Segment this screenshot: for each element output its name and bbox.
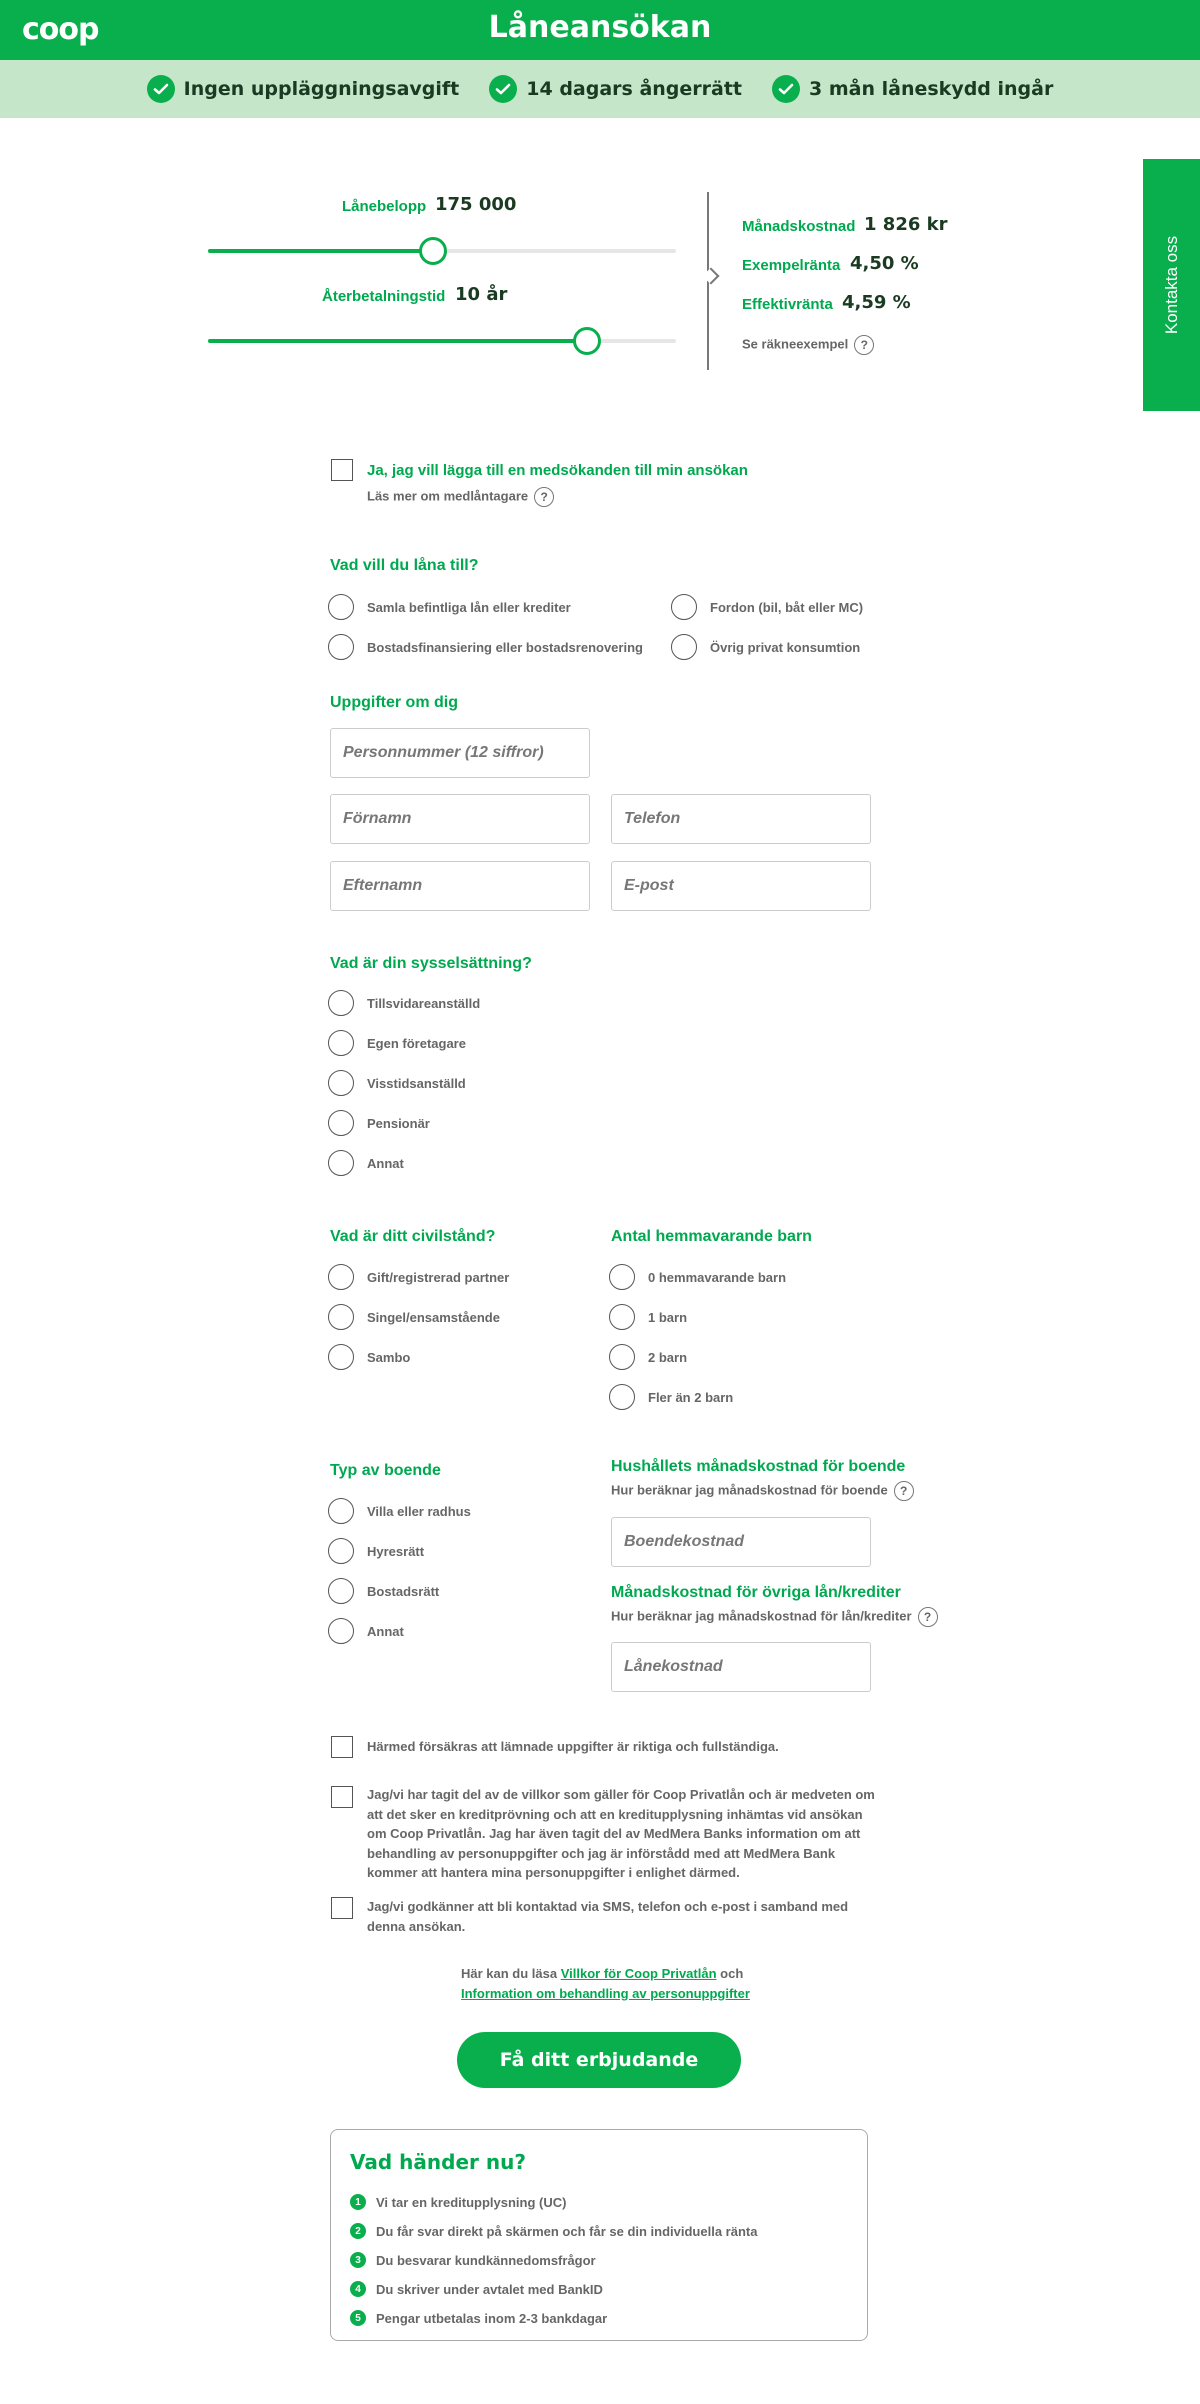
consent-checkbox[interactable] <box>331 1736 353 1758</box>
example-rate-value: 4,50 % <box>850 253 919 274</box>
coapplicant-more-label: Läs mer om medlåntagare <box>367 488 529 504</box>
children-radio[interactable] <box>609 1344 635 1370</box>
example-rate-label: Exempelränta <box>742 257 841 274</box>
monthly-cost-label: Månadskostnad <box>742 218 856 235</box>
step-number: 1 <box>350 2194 366 2210</box>
step-text: Du besvarar kundkännedomsfrågor <box>376 2252 596 2268</box>
housing-option[interactable]: Annat <box>367 1624 404 1639</box>
housing-radio[interactable] <box>328 1498 354 1524</box>
terms-prefix: Här kan du läsa <box>461 1966 558 1981</box>
usp-item <box>489 75 742 103</box>
slider-thumb[interactable] <box>573 327 601 355</box>
other-loans-title: Månadskostnad för övriga lån/krediter <box>611 1584 901 1601</box>
step-item <box>350 2194 566 2210</box>
other-loans-help[interactable] <box>611 1607 938 1627</box>
usp-label: Ingen uppläggningsavgift <box>183 78 460 100</box>
coapplicant-label[interactable]: Ja, jag vill lägga till en medsökanden till min ansökan <box>367 462 748 479</box>
page-title: Låneansökan <box>488 10 712 45</box>
purpose-radio[interactable] <box>328 594 354 620</box>
employment-option[interactable]: Visstidsanställd <box>367 1076 466 1091</box>
step-number: 3 <box>350 2252 366 2268</box>
loan-amount-label: Lånebelopp <box>342 198 427 215</box>
civil-title: Vad är ditt civilstånd? <box>330 1228 496 1245</box>
consent-text: Jag/vi har tagit del av de villkor som gäller för Coop Privatlån och är medveten om att det sker en kreditprövning och att en kreditupplysning inhämtas vid ansökan om Coop Privatlån. Jag har även tagit del av MedMera Banks information om att behandling av personuppgifter och jag är införstådd med att MedMera Bank kommer att hantera mina personuppgifter i enlighet därmed. <box>367 1787 875 1880</box>
question-icon[interactable]: ? <box>854 335 874 355</box>
phone-field[interactable] <box>611 794 871 844</box>
employment-title: Vad är din sysselsättning? <box>330 955 532 972</box>
civil-option[interactable]: Sambo <box>367 1350 411 1365</box>
housing-cost-field[interactable] <box>611 1517 871 1567</box>
step-number: 4 <box>350 2281 366 2297</box>
personal-title: Uppgifter om dig <box>330 694 458 711</box>
housing-radio[interactable] <box>328 1538 354 1564</box>
firstname-field[interactable] <box>330 794 590 844</box>
civil-radio[interactable] <box>328 1344 354 1370</box>
housing-radio[interactable] <box>328 1618 354 1644</box>
header <box>0 0 1200 60</box>
consent-checkbox[interactable] <box>331 1786 353 1808</box>
housing-cost-help[interactable] <box>611 1481 914 1501</box>
employment-radio[interactable] <box>328 1110 354 1136</box>
consent-checkbox[interactable] <box>331 1897 353 1919</box>
step-text: Pengar utbetalas inom 2-3 bankdagar <box>376 2310 608 2326</box>
children-radio[interactable] <box>609 1264 635 1290</box>
purpose-radio[interactable] <box>328 634 354 660</box>
privacy-link[interactable]: Information om behandling av personuppgifter <box>461 1985 750 2001</box>
check-circle-icon <box>489 75 517 103</box>
consent-text: Härmed försäkras att lämnade uppgifter är riktiga och fullständiga. <box>367 1739 779 1754</box>
step-text: Du skriver under avtalet med BankID <box>376 2281 603 2297</box>
submit-button[interactable]: Få ditt erbjudande <box>457 2032 741 2088</box>
term-slider[interactable] <box>208 339 676 343</box>
question-icon[interactable]: ? <box>918 1607 938 1627</box>
housing-title: Typ av boende <box>330 1462 441 1479</box>
next-steps-title: Vad händer nu? <box>350 2150 526 2174</box>
calc-example-link[interactable] <box>742 335 874 355</box>
step-number: 5 <box>350 2310 366 2326</box>
housing-cost-help-label: Hur beräknar jag månadskostnad för boende <box>611 1482 888 1498</box>
employment-radio[interactable] <box>328 1030 354 1056</box>
civil-option[interactable]: Singel/ensamstående <box>367 1310 500 1325</box>
term-label: Återbetalningstid <box>322 288 446 305</box>
step-item <box>350 2281 603 2297</box>
housing-option[interactable]: Villa eller radhus <box>367 1504 471 1519</box>
civil-radio[interactable] <box>328 1304 354 1330</box>
effective-rate-label: Effektivränta <box>742 296 833 313</box>
purpose-option[interactable]: Fordon (bil, båt eller MC) <box>710 600 864 615</box>
loan-amount-value: 175 000 <box>435 194 517 215</box>
usp-bar <box>0 60 1200 118</box>
term-value: 10 år <box>455 284 508 305</box>
purpose-title: Vad vill du låna till? <box>330 557 479 574</box>
housing-cost-title: Hushållets månadskostnad för boende <box>611 1458 906 1475</box>
email-field[interactable] <box>611 861 871 911</box>
purpose-option[interactable]: Samla befintliga lån eller krediter <box>367 600 571 615</box>
other-loans-field[interactable] <box>611 1642 871 1692</box>
coapplicant-more-link[interactable] <box>367 487 554 507</box>
slider-fill <box>208 339 587 343</box>
housing-radio[interactable] <box>328 1578 354 1604</box>
terms-link[interactable]: Villkor för Coop Privatlån <box>560 1966 717 1981</box>
slider-fill <box>208 249 433 253</box>
employment-option[interactable]: Annat <box>367 1156 404 1171</box>
usp-item <box>772 75 1053 103</box>
coop-logo[interactable]: coop <box>22 12 99 47</box>
purpose-option[interactable]: Övrig privat konsumtion <box>710 640 861 655</box>
purpose-radio[interactable] <box>671 634 697 660</box>
children-radio[interactable] <box>609 1384 635 1410</box>
employment-radio[interactable] <box>328 990 354 1016</box>
chevron-right-icon <box>703 268 720 285</box>
step-item <box>350 2252 596 2268</box>
usp-item <box>147 75 460 103</box>
employment-option[interactable]: Pensionär <box>367 1116 430 1131</box>
step-number: 2 <box>350 2223 366 2239</box>
consent-text: Jag/vi godkänner att bli kontaktad via SMS, telefon och e-post i samband med denna ansökan. <box>367 1899 849 1934</box>
employment-radio[interactable] <box>328 1150 354 1176</box>
loan-amount-slider[interactable] <box>208 249 676 253</box>
step-text: Du får svar direkt på skärmen och får se din individuella ränta <box>376 2223 758 2239</box>
usp-label: 3 mån låneskydd ingår <box>809 78 1054 100</box>
other-loans-help-label: Hur beräknar jag månadskostnad för lån/krediter <box>611 1608 912 1624</box>
terms-text <box>461 1964 801 2003</box>
civil-radio[interactable] <box>328 1264 354 1290</box>
check-circle-icon <box>147 75 175 103</box>
terms-joiner: och <box>720 1966 744 1981</box>
housing-option[interactable]: Hyresrätt <box>367 1544 425 1559</box>
children-option[interactable]: 0 hemmavarande barn <box>648 1270 787 1285</box>
step-text: Vi tar en kreditupplysning (UC) <box>376 2194 567 2210</box>
question-icon[interactable]: ? <box>534 487 554 507</box>
children-title: Antal hemmavarande barn <box>611 1228 812 1245</box>
employment-option[interactable]: Tillsvidareanställd <box>367 996 481 1011</box>
children-radio[interactable] <box>609 1304 635 1330</box>
effective-rate-value: 4,59 % <box>842 292 911 313</box>
ssn-field[interactable] <box>330 728 590 778</box>
children-option[interactable]: 1 barn <box>648 1310 688 1325</box>
monthly-cost-value: 1 826 kr <box>864 214 948 235</box>
step-item <box>350 2310 607 2326</box>
children-option[interactable]: Fler än 2 barn <box>648 1390 734 1405</box>
slider-thumb[interactable] <box>419 237 447 265</box>
contact-tab[interactable] <box>1143 159 1200 411</box>
check-circle-icon <box>772 75 800 103</box>
coapplicant-checkbox[interactable] <box>331 459 353 481</box>
step-item <box>350 2223 757 2239</box>
civil-option[interactable]: Gift/registrerad partner <box>367 1270 510 1285</box>
question-icon[interactable]: ? <box>894 1481 914 1501</box>
housing-option[interactable]: Bostadsrätt <box>367 1584 440 1599</box>
employment-option[interactable]: Egen företagare <box>367 1036 466 1051</box>
employment-radio[interactable] <box>328 1070 354 1096</box>
calc-example-label: Se räkneexempel <box>742 336 849 352</box>
lastname-field[interactable] <box>330 861 590 911</box>
children-option[interactable]: 2 barn <box>648 1350 688 1365</box>
usp-label: 14 dagars ångerrätt <box>526 78 743 100</box>
purpose-option[interactable]: Bostadsfinansiering eller bostadsrenovering <box>367 640 643 655</box>
contact-tab-label: Kontakta oss <box>1161 235 1181 335</box>
next-steps-box <box>330 2129 868 2341</box>
purpose-radio[interactable] <box>671 594 697 620</box>
